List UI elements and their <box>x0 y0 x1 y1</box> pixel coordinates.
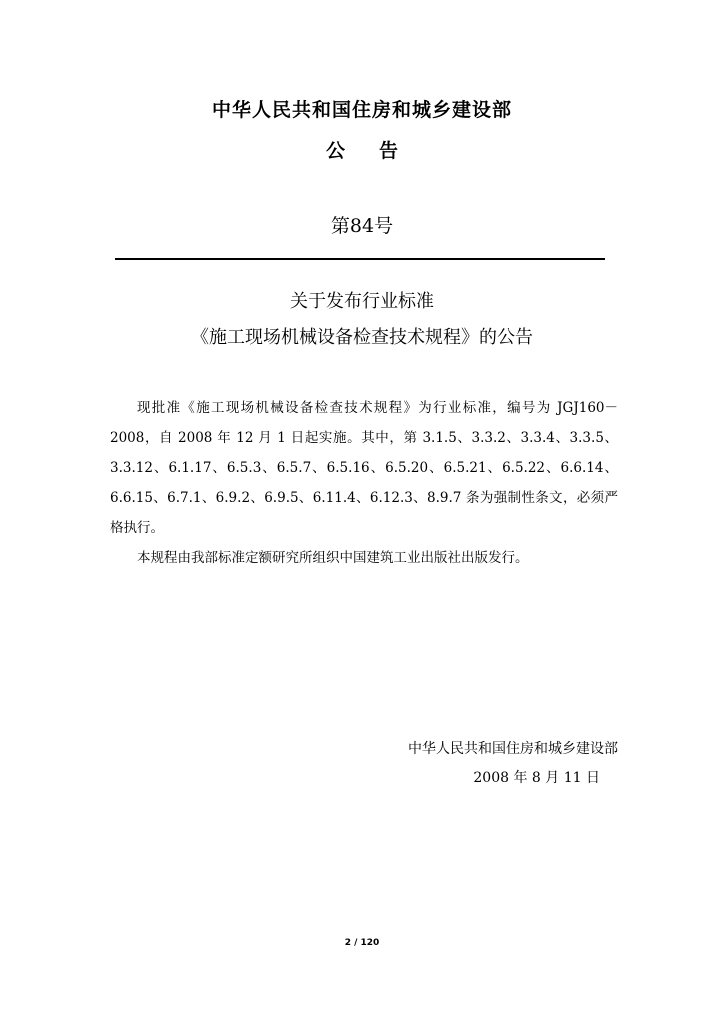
header-divider <box>115 258 605 260</box>
subject-line-2: 《施工现场机械设备检查技术规程》的公告 <box>191 327 533 348</box>
announcement-number: 第84号 <box>330 215 394 237</box>
page-number: 2 / 120 <box>344 938 380 948</box>
document-type-heading: 公告 <box>325 140 432 162</box>
signature-organization: 中华人民共和国住房和城乡建设部 <box>408 741 618 757</box>
announcement-body <box>110 393 618 573</box>
body-paragraph-1: 现批准《施工现场机械设备检查技术规程》为行业标准，编号为 JGJ160－2008，自 2008 年 12 月 1 日起实施。其中，第 3.1.5、3.3.2、3.3.4、3.3.5、3.3.12、6.1.17、6.5.3、6.5.7、6.5.16、6.5.20、6.5.21、6.5.22、6.6.14、6.6.15、6.7.1、6.9.2、6.9.5、6.11.4、6.12.3、8.9.7 条为强制性条文，必须严格执行。 <box>110 400 618 536</box>
issuer-title: 中华人民共和国住房和城乡建设部 <box>211 99 512 121</box>
subject-line-1: 关于发布行业标准 <box>290 291 434 312</box>
body-paragraph-2: 本规程由我部标准定额研究所组织中国建筑工业出版社出版发行。 <box>137 550 529 566</box>
signature-date: 2008 年 8 月 11 日 <box>473 770 600 786</box>
